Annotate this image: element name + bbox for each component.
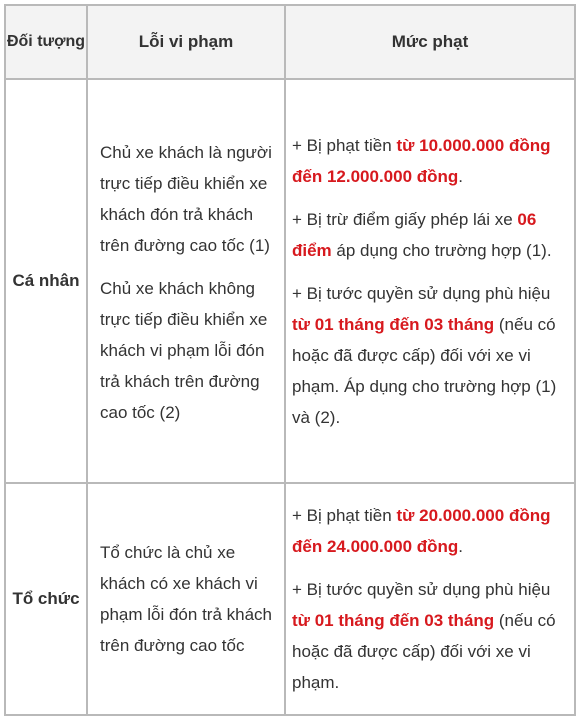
header-penalty: Mức phạt (285, 5, 575, 79)
penalty-text: áp dụng cho trường hợp (1). (331, 240, 552, 260)
violation-text: Tổ chức là chủ xe khách có xe khách vi phạm lỗi đón trả khách trên đường cao tốc (100, 543, 272, 655)
subject-cell: Tổ chức (5, 483, 87, 715)
penalty-text: + Bị phạt tiền (292, 506, 397, 525)
header-subject: Đối tượng (5, 5, 87, 79)
penalty-item (292, 204, 568, 266)
penalty-highlight: 06 điểm (292, 209, 537, 260)
penalty-text: . (458, 166, 464, 186)
violation-cell (87, 79, 285, 483)
penalty-table (4, 4, 576, 716)
penalty-cell (285, 483, 575, 715)
penalty-highlight: từ 01 tháng đến 03 tháng (292, 611, 495, 630)
violation-cell (87, 483, 285, 715)
violation-text: Chủ xe khách không trực tiếp điều khiển xe khách vi phạm lỗi đón trả khách trên đường cao tốc (2) (100, 278, 268, 422)
penalty-text: + Bị trừ điểm giấy phép lái xe (292, 209, 518, 229)
header-row (5, 5, 575, 79)
penalty-item (292, 130, 568, 192)
penalty-item (292, 500, 568, 562)
violation-text: Chủ xe khách là người trực tiếp điều khiển xe khách đón trả khách trên đường cao tốc (1) (100, 142, 272, 255)
penalty-highlight: từ 10.000.000 đồng đến 12.000.000 đồng (292, 135, 551, 186)
penalty-text: + Bị tước quyền sử dụng phù hiệu (292, 283, 551, 303)
penalty-highlight: từ 20.000.000 đồng đến 24.000.000 đồng (292, 506, 551, 556)
table-row-organization (5, 483, 575, 715)
penalty-text: (nếu có hoặc đã được cấp) đối với xe vi phạm. (292, 611, 556, 692)
penalty-text: + Bị tước quyền sử dụng phù hiệu (292, 580, 551, 599)
penalty-text: (nếu có hoặc đã được cấp) đối với xe vi phạm. Áp dụng cho trường hợp (1) và (2). (292, 314, 557, 427)
penalty-item (292, 574, 568, 698)
table-row-individual (5, 79, 575, 483)
penalty-highlight: từ 01 tháng đến 03 tháng (292, 314, 495, 334)
penalty-cell (285, 79, 575, 483)
penalty-item (292, 278, 568, 433)
penalty-text: + Bị phạt tiền (292, 135, 397, 155)
header-violation: Lỗi vi phạm (87, 5, 285, 79)
penalty-text: . (458, 537, 464, 556)
subject-cell: Cá nhân (5, 79, 87, 483)
